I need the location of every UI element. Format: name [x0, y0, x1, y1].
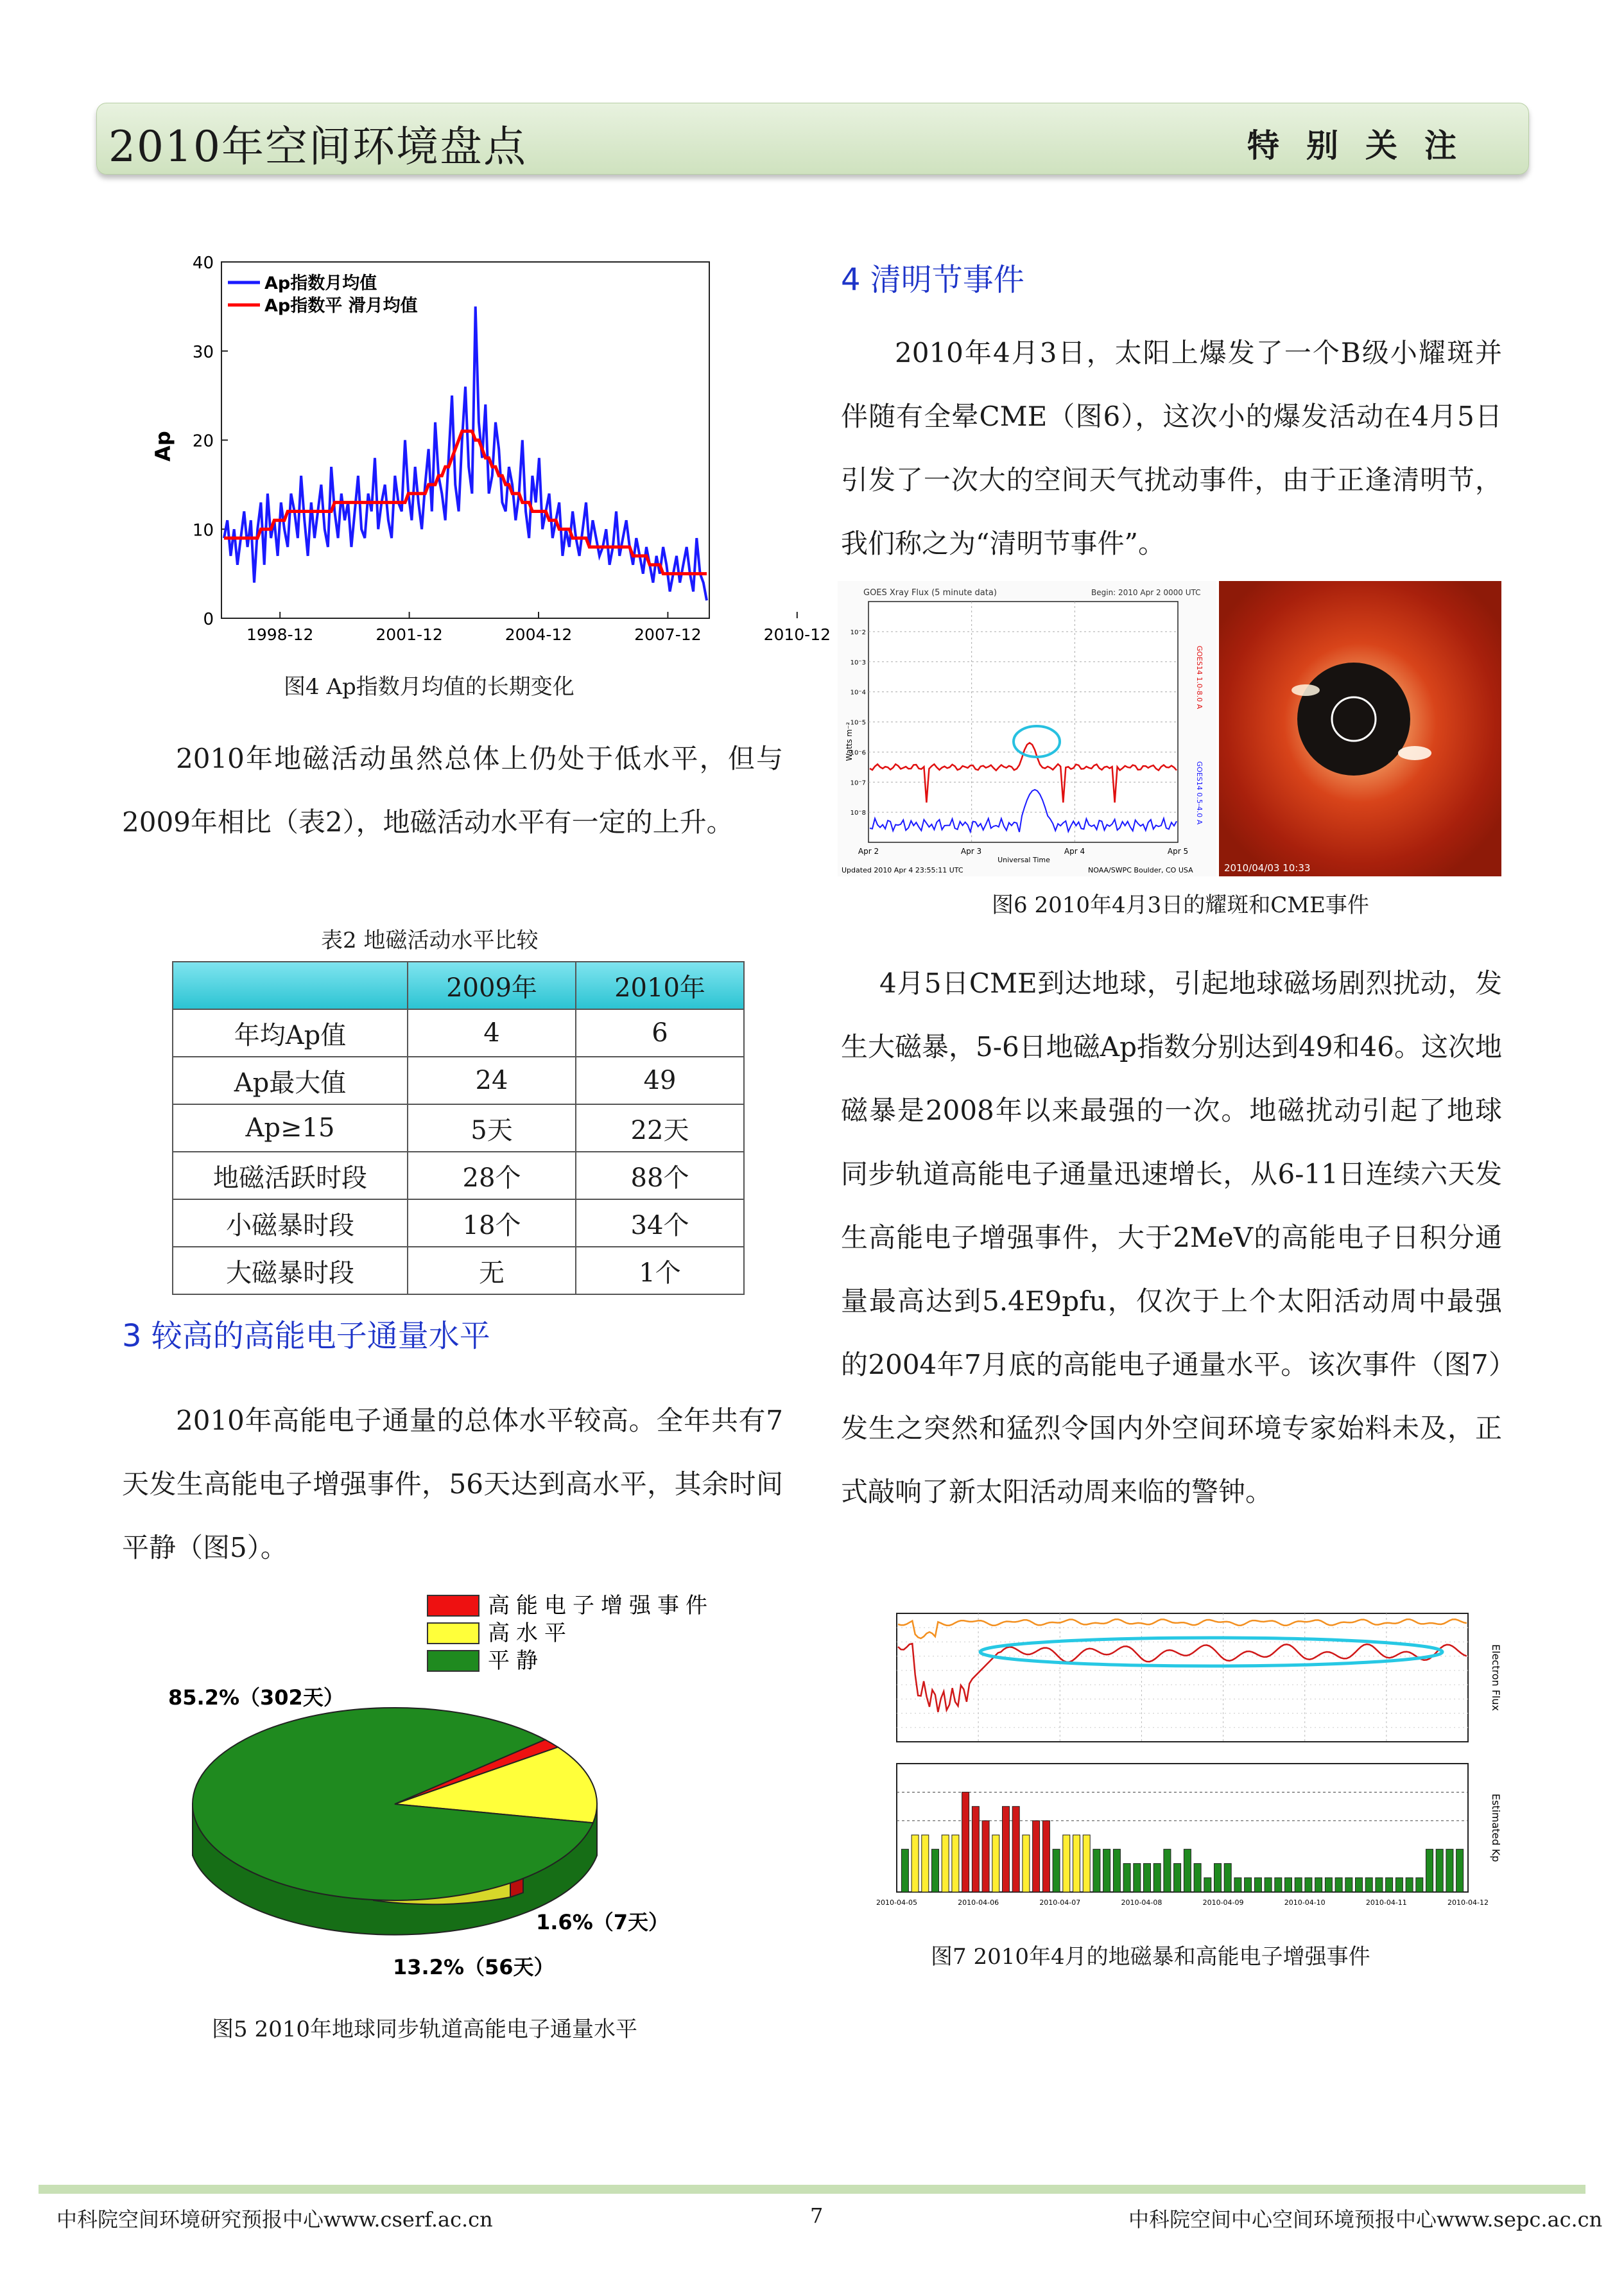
kp-bar — [1345, 1878, 1352, 1892]
legend-high: 高水平 — [488, 1620, 573, 1646]
kp-bar — [992, 1835, 999, 1892]
kp-bar — [922, 1835, 929, 1892]
footer-rule — [39, 2185, 1585, 2194]
kp-date-label: 2010-04-06 — [958, 1898, 999, 1907]
xray-ytick: 10⁻8 — [850, 810, 866, 817]
kp-date-label: 2010-04-05 — [876, 1898, 917, 1907]
fig6-images — [838, 581, 1531, 876]
xray-ytick: 10⁻2 — [850, 629, 866, 636]
table-row — [173, 1057, 744, 1104]
fig6-caption: 图6 2010年4月3日的耀斑和CME事件 — [992, 892, 1369, 918]
table-row — [173, 1009, 744, 1057]
kp-bar — [1214, 1864, 1222, 1892]
kp-bar — [1376, 1878, 1383, 1892]
xray-ytick: 10⁻3 — [850, 659, 866, 666]
table-header-cell: 2010年 — [576, 962, 744, 1009]
kp-bar — [1023, 1835, 1030, 1892]
table-header-row — [173, 962, 744, 1009]
legend-monthly: Ap指数月均值 — [264, 273, 377, 293]
table-cell: 年均Ap值 — [173, 1009, 408, 1057]
table-cell: 5天 — [408, 1104, 576, 1152]
kp-bar — [1103, 1849, 1110, 1892]
kp-date-label: 2010-04-12 — [1447, 1898, 1489, 1907]
kp-bar — [1033, 1821, 1040, 1892]
kp-bar — [1436, 1849, 1443, 1892]
electron-flux-label: Electron Flux — [1490, 1644, 1502, 1711]
table-cell: 22天 — [576, 1104, 744, 1152]
kp-bar — [952, 1835, 959, 1892]
electron-flux-panel — [897, 1613, 1468, 1742]
xray-begin: Begin: 2010 Apr 2 0000 UTC — [1091, 588, 1201, 597]
table-cell: 小磁暴时段 — [173, 1199, 408, 1247]
kp-bar — [1003, 1807, 1010, 1892]
kp-bar — [1275, 1878, 1282, 1892]
kp-bar — [1254, 1878, 1261, 1892]
table-cell: 34个 — [576, 1199, 744, 1247]
kp-bar — [1325, 1878, 1332, 1892]
legend-swatch-enhanced — [428, 1595, 479, 1616]
page-number: 7 — [810, 2203, 824, 2228]
xray-ylabel: Watts m⁻² — [845, 722, 854, 761]
legend-enhanced: 高能电子增强事件 — [488, 1593, 714, 1619]
kp-bar — [1365, 1878, 1372, 1892]
y-tick-label: 10 — [192, 521, 214, 541]
xray-xaxis-label: Universal Time — [998, 856, 1050, 864]
kp-bar — [932, 1849, 939, 1892]
table2-caption: 表2 地磁活动水平比较 — [321, 928, 539, 953]
kp-bar — [1174, 1864, 1181, 1892]
section4-heading: 4 清明节事件 — [841, 262, 1024, 298]
table-cell: 无 — [408, 1247, 576, 1294]
fig5-caption: 图5 2010年地球同步轨道高能电子通量水平 — [212, 2017, 637, 2042]
kp-bar — [1093, 1849, 1100, 1892]
footer-right-link[interactable]: 中科院空间中心空间环境预报中心www.sepc.ac.cn — [1128, 2207, 1603, 2232]
table-cell: Ap最大值 — [173, 1057, 408, 1104]
kp-bar — [1083, 1835, 1090, 1892]
xray-right-label-2: GOES14 0.5-4.0 A — [1195, 761, 1204, 825]
paragraph-qingming: 2010年4月3日，太阳上爆发了一个B级小耀斑并伴随有全晕CME（图6），这次小的爆发活动在4月5日引发了一次大的空间天气扰动事件，由于正逢清明节，我们称之为“清明节事件”。 — [841, 337, 1502, 559]
y-tick-label: 40 — [192, 254, 214, 273]
pie-chart-svg — [154, 1586, 770, 1984]
label-enhanced: 1.6%（7天） — [536, 1910, 669, 1934]
cme-timestamp: 2010/04/03 10:33 — [1224, 862, 1311, 874]
table-cell: 地磁活跃时段 — [173, 1152, 408, 1199]
xray-ytick: 10⁻5 — [850, 719, 866, 727]
table-header-cell — [173, 962, 408, 1009]
kp-bar — [1335, 1878, 1342, 1892]
paragraph-geomagnetic: 2010年地磁活动虽然总体上仍处于低水平，但与2009年相比（表2），地磁活动水平有一定的上升。 — [122, 743, 783, 838]
kp-bar — [1224, 1864, 1231, 1892]
table-cell: 18个 — [408, 1199, 576, 1247]
x-tick-label: 1998-12 — [246, 625, 314, 644]
table-cell: 4 — [408, 1009, 576, 1057]
kp-bar — [1446, 1849, 1453, 1892]
table-cell: 49 — [576, 1057, 744, 1104]
fig7-caption: 图7 2010年4月的地磁暴和高能电子增强事件 — [931, 1944, 1370, 1970]
fig7-svg — [844, 1602, 1512, 1916]
kp-bar — [1386, 1878, 1393, 1892]
legend-smoothed: Ap指数平 滑月均值 — [264, 296, 418, 316]
table-cell: Ap≥15 — [173, 1104, 408, 1152]
y-axis-label: Ap — [151, 431, 175, 462]
y-tick-label: 0 — [203, 610, 214, 629]
table-cell: 6 — [576, 1009, 744, 1057]
kp-bar — [1416, 1878, 1423, 1892]
comparison-table — [172, 961, 745, 1295]
kp-label: Estimated Kp — [1490, 1793, 1502, 1862]
kp-bar — [1295, 1878, 1302, 1892]
y-tick-label: 20 — [192, 431, 214, 451]
kp-bar — [1456, 1849, 1464, 1892]
paragraph-electron-flux: 2010年高能电子通量的总体水平较高。全年共有7天发生高能电子增强事件，56天达到高水平，其余时间平静（图5）。 — [122, 1405, 783, 1563]
xray-title: GOES Xray Flux (5 minute data) — [863, 588, 997, 598]
legend-quiet: 平静 — [488, 1648, 544, 1674]
legend-swatch-quiet — [428, 1651, 479, 1671]
table-row — [173, 1199, 744, 1247]
xray-ytick: 10⁻4 — [850, 689, 866, 697]
kp-bar — [1164, 1849, 1171, 1892]
table-header-cell: 2009年 — [408, 962, 576, 1009]
ap-chart — [148, 254, 831, 652]
kp-bar — [982, 1821, 989, 1892]
kp-bar — [1406, 1878, 1413, 1892]
occulter-disk — [1297, 663, 1410, 776]
kp-bar — [1204, 1878, 1211, 1892]
kp-bar — [1144, 1864, 1151, 1892]
xray-xlabel: Apr 3 — [960, 847, 982, 856]
kp-bar — [972, 1807, 979, 1892]
y-tick-label: 30 — [192, 342, 214, 362]
fig4-caption: 图4 Ap指数月均值的长期变化 — [284, 674, 574, 700]
xray-right-label-1: GOES14 1.0-8.0 A — [1195, 645, 1204, 709]
kp-bar — [1113, 1849, 1120, 1892]
kp-bar — [1395, 1878, 1403, 1892]
kp-bar — [1123, 1864, 1130, 1892]
xray-updated: Updated 2010 Apr 4 23:55:11 UTC — [842, 866, 963, 874]
kp-bar — [1073, 1835, 1080, 1892]
kp-bar — [1265, 1878, 1272, 1892]
comparison-table-wrap — [172, 961, 745, 1295]
xray-flux-plot — [838, 581, 1216, 876]
xray-xlabel: Apr 2 — [858, 847, 879, 856]
table-row — [173, 1247, 744, 1294]
kp-bar — [962, 1792, 969, 1892]
kp-bar — [1356, 1878, 1363, 1892]
pie-chart — [154, 1586, 770, 1984]
x-tick-label: 2007-12 — [634, 625, 702, 644]
label-high: 13.2%（56天） — [393, 1955, 555, 1979]
page-header — [96, 103, 1529, 175]
kp-bar — [1315, 1878, 1322, 1892]
section-label: 特别关注 — [1247, 127, 1483, 164]
table-cell: 88个 — [576, 1152, 744, 1199]
kp-bar — [1042, 1821, 1050, 1892]
kp-bar — [1063, 1835, 1070, 1892]
cme-coronagraph-image — [1219, 581, 1501, 876]
xray-xlabel: Apr 4 — [1064, 847, 1085, 856]
kp-date-label: 2010-04-09 — [1202, 1898, 1244, 1907]
journal-title: 2010年空间环境盘点 — [108, 122, 527, 171]
table-cell: 24 — [408, 1057, 576, 1104]
ap-chart-svg — [148, 254, 831, 652]
kp-bar — [1234, 1878, 1241, 1892]
label-quiet: 85.2%（302天） — [168, 1685, 344, 1710]
section3-heading: 3 较高的高能电子通量水平 — [122, 1318, 490, 1354]
kp-bar — [1305, 1878, 1312, 1892]
kp-bar — [901, 1849, 908, 1892]
kp-bar — [1153, 1864, 1161, 1892]
footer-left-link[interactable]: 中科院空间环境研究预报中心www.cserf.ac.cn — [56, 2207, 493, 2232]
kp-bar — [1134, 1864, 1141, 1892]
kp-bar — [1426, 1849, 1433, 1892]
kp-bar — [911, 1835, 919, 1892]
kp-bar — [1012, 1807, 1019, 1892]
x-tick-label: 2010-12 — [763, 625, 831, 644]
kp-date-label: 2010-04-11 — [1365, 1898, 1407, 1907]
kp-date-label: 2010-04-08 — [1121, 1898, 1162, 1907]
xray-xlabel: Apr 5 — [1167, 847, 1189, 856]
kp-bar — [1285, 1878, 1292, 1892]
table-cell: 28个 — [408, 1152, 576, 1199]
table-row — [173, 1152, 744, 1199]
kp-bar — [1245, 1878, 1252, 1892]
xray-ytick: 10⁻6 — [850, 749, 866, 757]
fig7-storm-plot — [844, 1602, 1512, 1916]
table-cell: 大磁暴时段 — [173, 1247, 408, 1294]
kp-bar — [1184, 1849, 1191, 1892]
kp-date-label: 2010-04-07 — [1039, 1898, 1081, 1907]
xray-credit: NOAA/SWPC Boulder, CO USA — [1088, 866, 1193, 874]
table-row — [173, 1104, 744, 1152]
kp-date-label: 2010-04-10 — [1284, 1898, 1326, 1907]
x-tick-label: 2004-12 — [505, 625, 573, 644]
kp-bar — [1053, 1849, 1060, 1892]
x-tick-label: 2001-12 — [376, 625, 443, 644]
kp-bar — [942, 1835, 949, 1892]
table-cell: 1个 — [576, 1247, 744, 1294]
xray-ytick: 10⁻7 — [850, 779, 866, 787]
paragraph-storm: 4月5日CME到达地球，引起地球磁场剧烈扰动，发生大磁暴，5-6日地磁Ap指数分别达到49和46。这次地磁暴是2008年以来最强的一次。地磁扰动引起了地球同步轨道高能电子通量迅速增长，从6-11日连续六天发生高能电子增强事件，大于2MeV的高能电子日积分通量最高达到5.4E9pfu，仅次于上个太阳活动周中最强的2004年7月底的高能电子通量水平。该次事件（图7）发生之突然和猛烈令国内外空间环境专家始料未及，正式敲响了新太阳活动周来临的警钟。 — [841, 968, 1502, 1507]
legend-swatch-high — [428, 1623, 479, 1644]
kp-bar — [1194, 1864, 1201, 1892]
